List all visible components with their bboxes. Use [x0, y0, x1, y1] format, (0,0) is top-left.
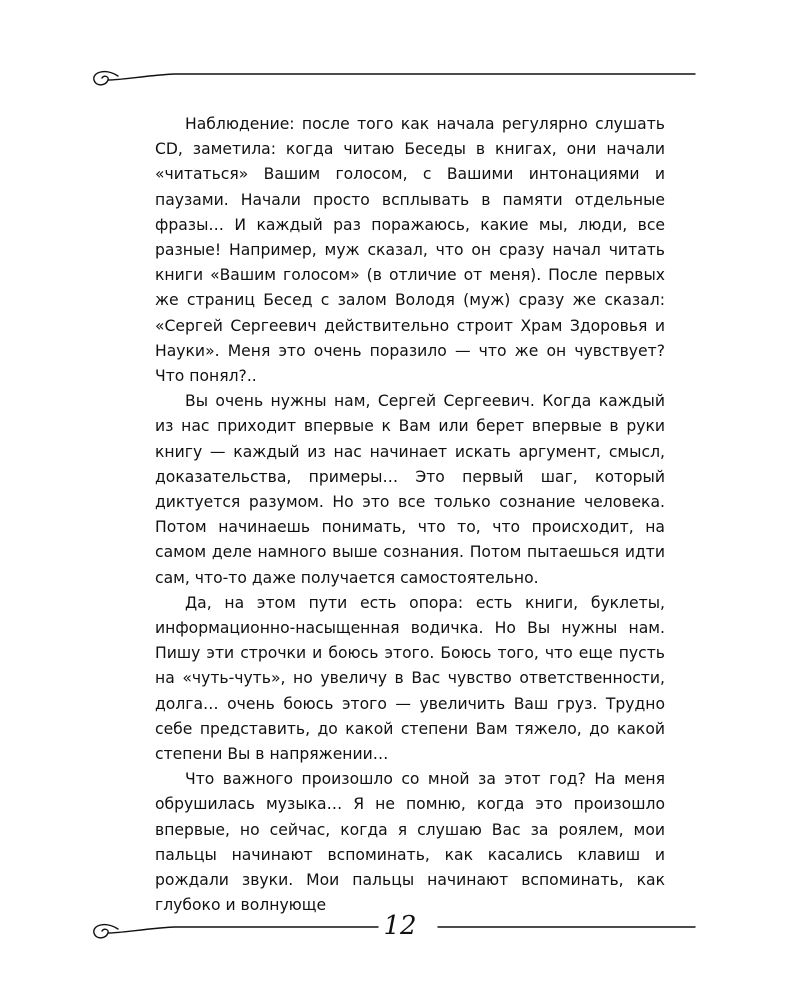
- paragraph-1: Наблюдение: после того как начала регулярно слушать CD, заметила: когда читаю Беседы в книгах, они начали «читаться» Вашим голосом, с Вашими интонациями и паузами. Начали просто всплывать в памяти отдельные фразы… И каждый раз поражаюсь, какие мы, люди, все разные! Например, муж сказал, что он сразу начал читать книги «Вашим голосом» (в отличие от меня). После первых же страниц Бесед с залом Володя (муж) сразу же сказал: «Сергей Сергеевич действительно строит Храм Здоровья и Науки». Меня это очень поразило — что же он чувствует? Что понял?..: [155, 115, 665, 386]
- page-body-text: [155, 112, 665, 919]
- paragraph-3: Да, на этом пути есть опора: есть книги, буклеты, информационно-насыщенная водичка. Но Вы нужны нам. Пишу эти строчки и боюсь этого. Боюсь того, что еще пусть на «чуть-чуть», но увеличу в Вас чувство ответственности, долга… очень боюсь этого — увеличить Ваш груз. Трудно себе представить, до какой степени Вам тяжело, до какой степени Вы в напряжении…: [155, 593, 665, 764]
- paragraph-4: Что важного произошло со мной за этот год? На меня обрушилась музыка… Я не помню, когда это произошло впервые, но сейчас, когда я слушаю Вас за роялем, мои пальцы начинают вспоминать, как касались клавиш и рождали звуки. Мои пальцы начинают вспоминать, как глубоко и волнующе: [155, 770, 665, 915]
- page-number: 12: [383, 911, 417, 941]
- paragraph-2: Вы очень нужны нам, Сергей Сергеевич. Когда каждый из нас приходит впервые к Вам или берет впервые в руки книгу — каждый из нас начинает искать аргумент, смысл, доказательства, примеры… Это первый шаг, который диктуется разумом. Но это все только сознание человека. Потом начинаешь понимать, что то, что происходит, на самом деле намного выше сознания. Потом пытаешься идти сам, что-то даже получается самостоятельно.: [155, 392, 665, 587]
- top-ornament-flourish: [0, 58, 800, 98]
